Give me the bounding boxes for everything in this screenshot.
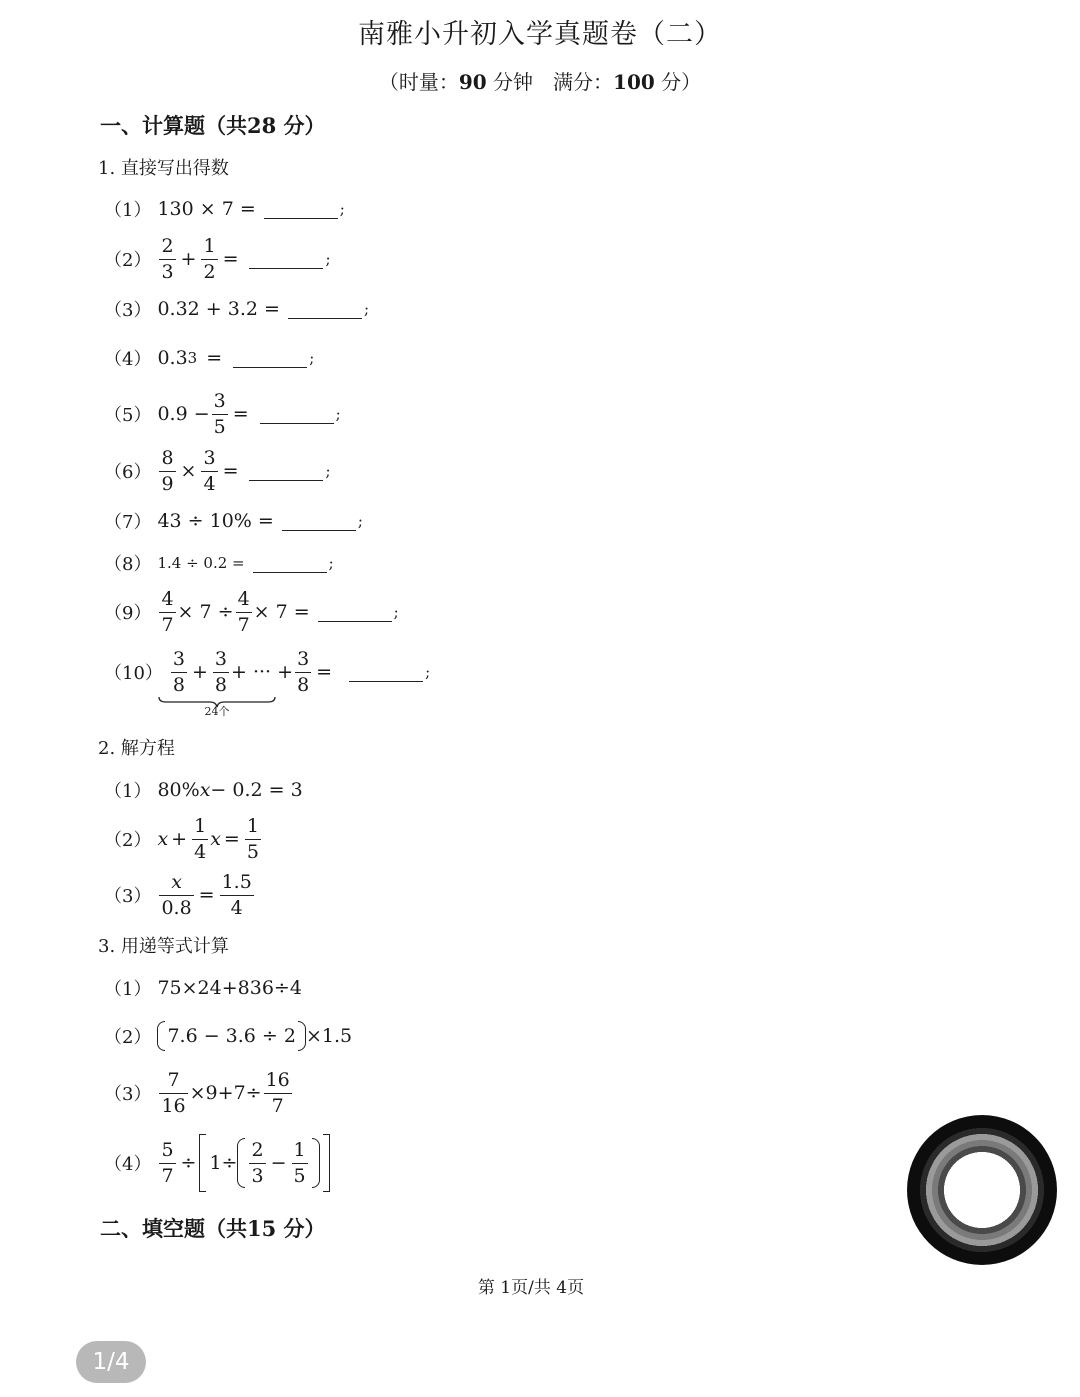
- fraction: $\frac{3}{5}$: [213, 389, 226, 438]
- q1-item-7: （7） 43 ÷ 10% = ;: [104, 510, 363, 533]
- q1-item-5: （5） 0.9 − $\frac{3}{5}$ = ;: [104, 389, 341, 438]
- q1-item-10: （10） $\frac{3}{8}$ + $\frac{3}{8}$ + ··· + $\frac{3}{8}$ = ;: [104, 647, 431, 696]
- q1-item-8: （8） 1.4 ÷ 0.2 = ;: [104, 554, 334, 575]
- fraction: $\frac{1.5}{4}$: [221, 870, 252, 919]
- underbrace: [158, 693, 276, 719]
- answer-blank[interactable]: [249, 462, 323, 481]
- fraction: $\frac{7}{16}$: [161, 1068, 186, 1117]
- answer-blank[interactable]: [318, 603, 392, 622]
- fraction: $\frac{16}{7}$: [265, 1068, 290, 1117]
- q2-item-2: （2） x + $\frac{1}{4}$ x = $\frac{1}{5}$: [104, 814, 259, 863]
- page-footer: 第 1页/共 4页: [477, 1278, 585, 1298]
- question-1-heading: 1. 直接写出得数: [98, 158, 229, 179]
- answer-blank[interactable]: [260, 405, 334, 424]
- question-3-heading: 3. 用递等式计算: [98, 936, 229, 957]
- fraction: $\frac{3}{4}$: [203, 446, 216, 495]
- q1-item-4: （4） 0.3 3 = ;: [104, 347, 315, 370]
- q2-item-3: （3） $\frac{x}{0.8}$ = $\frac{1.5}{4}$: [104, 870, 252, 919]
- page-indicator[interactable]: 1/4: [76, 1341, 146, 1383]
- fraction: $\frac{2}{3}$: [161, 234, 174, 283]
- floating-assistive-button[interactable]: [907, 1115, 1057, 1265]
- answer-blank[interactable]: [288, 300, 362, 319]
- fraction: $\frac{5}{7}$: [161, 1138, 174, 1187]
- answer-blank[interactable]: [349, 663, 423, 682]
- fraction: $\frac{3}{8}$: [297, 647, 310, 696]
- q3-item-4: （4） $\frac{5}{7}$ ÷ 1÷ $\frac{2}{3}$ − $\frac{1}{5}$: [104, 1133, 330, 1193]
- answer-blank[interactable]: [253, 554, 327, 573]
- q2-item-1: （1） 80% x − 0.2 = 3: [104, 779, 303, 802]
- fraction: $\frac{1}{5}$: [246, 814, 259, 863]
- q3-item-1: （1） 75×24+836÷4: [104, 977, 302, 1000]
- q1-item-9: （9） $\frac{4}{7}$ × 7 ÷ $\frac{4}{7}$ × 7 = ;: [104, 587, 399, 636]
- fraction: $\frac{8}{9}$: [161, 446, 174, 495]
- q3-item-3: （3） $\frac{7}{16}$ ×9+7÷ $\frac{16}{7}$: [104, 1068, 290, 1117]
- exam-subtitle: （时量：90 分钟 满分：100 分）: [378, 70, 702, 94]
- answer-blank[interactable]: [264, 200, 338, 219]
- section-heading-fill-blank: 二、填空题（共15 分）: [100, 1216, 326, 1241]
- fraction: $\frac{1}{2}$: [203, 234, 216, 283]
- q1-item-6: （6） $\frac{8}{9}$ × $\frac{3}{4}$ = ;: [104, 446, 331, 495]
- exam-title: 南雅小升初入学真题卷（二）: [358, 19, 722, 50]
- fraction: $\frac{2}{3}$: [251, 1138, 264, 1187]
- term-count-label: 24个: [204, 705, 230, 718]
- q1-item-1: （1） 130 × 7 = ;: [104, 198, 345, 221]
- answer-blank[interactable]: [233, 349, 307, 368]
- fraction: $\frac{3}{8}$: [214, 647, 228, 696]
- question-2-heading: 2. 解方程: [98, 738, 175, 759]
- q1-item-3: （3） 0.32 + 3.2 = ;: [104, 298, 369, 321]
- fraction: $\frac{4}{7}$: [237, 587, 250, 636]
- section-heading-calculation: 一、计算题（共28 分）: [100, 113, 326, 138]
- q3-item-2: （2） 7.6 − 3.6 ÷ 2 ×1.5: [104, 1006, 352, 1066]
- fraction: $\frac{3}{8}$: [172, 647, 185, 696]
- q1-item-2: （2） $\frac{2}{3}$ + $\frac{1}{2}$ = ;: [104, 234, 331, 283]
- answer-blank[interactable]: [249, 250, 323, 269]
- fraction: $\frac{4}{7}$: [161, 587, 174, 636]
- answer-blank[interactable]: [282, 512, 356, 531]
- fraction: $\frac{1}{5}$: [293, 1138, 306, 1187]
- fraction: $\frac{1}{4}$: [194, 814, 207, 863]
- fraction: $\frac{x}{0.8}$: [161, 870, 192, 919]
